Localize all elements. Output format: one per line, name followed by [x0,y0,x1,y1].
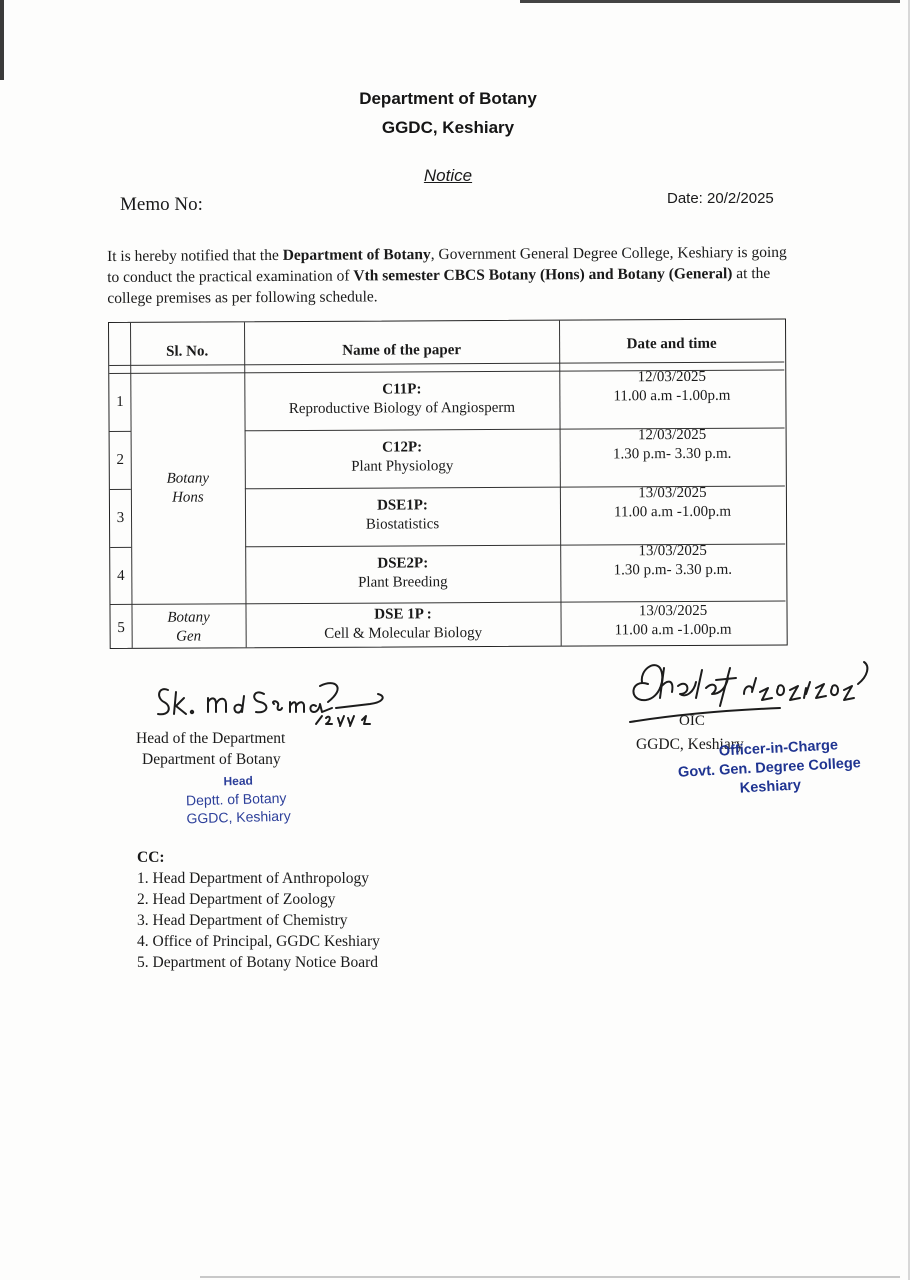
paper-code: DSE2P: [377,555,429,572]
stamp-line: Keshiary [739,777,802,797]
paper-code: DSE 1P : [374,606,432,623]
group-gen-line2: Gen [176,628,202,645]
department-title: Department of Botany [359,89,537,108]
head-title: Head of the Department [136,730,286,747]
paper-cell [244,380,559,420]
paper-name: Biostatistics [365,516,440,533]
stamp-line: Deptt. of Botany [185,789,287,809]
cc-item: 4. Office of Principal, GGDC Keshiary [137,933,380,950]
oic-stamp [677,735,863,801]
paper-cell [245,554,560,594]
college-title: GGDC, Keshiary [381,118,515,137]
paper-code: C12P: [382,439,423,456]
exam-time: 1.30 p.m- 3.30 p.m. [612,445,732,463]
head-signature-block [136,728,285,770]
scan-edge-top [520,0,900,3]
memo-number: Memo No: [120,194,203,215]
paper-cell [245,438,560,478]
cc-list [137,847,380,973]
date-time-cell [560,425,785,464]
group-hons-line2: Hons [172,489,204,506]
date-time-cell [560,541,785,580]
stamp-line: Head [223,773,254,789]
oic-label: OIC [679,713,705,729]
intro-bold-semester: Vth semester CBCS Botany (Hons) and Botany (General) [353,265,733,285]
scan-edge-left [0,0,4,80]
head-department: Department of Botany [142,751,281,768]
table-rule [110,489,131,490]
date-time-cell [560,601,785,640]
header-sl-no: Sl. No. [166,343,209,360]
cc-item: 2. Head Department of Zoology [137,891,336,908]
date-time-cell [559,367,784,406]
intro-bold-department: Department of Botany [282,246,431,264]
paper-name: Reproductive Biology of Angiosperm [288,399,516,418]
exam-time: 11.00 a.m -1.00p.m [613,387,731,405]
head-signature [150,668,395,730]
scan-edge-bottom [200,1276,900,1278]
exam-date: 13/03/2025 [638,542,707,560]
row-number: 5 [117,619,125,636]
exam-time: 11.00 a.m -1.00p.m [614,621,732,639]
intro-paragraph [107,242,797,309]
paper-code: DSE1P: [377,497,428,514]
cc-item: 1. Head Department of Anthropology [137,870,370,887]
exam-date: 12/03/2025 [637,368,707,386]
cc-item: 5. Department of Botany Notice Board [137,954,379,971]
exam-date: 13/03/2025 [638,602,708,620]
intro-text-1: It is hereby notified that the [107,246,283,265]
paper-name: Cell & Molecular Biology [324,625,483,642]
paper-cell [245,605,560,645]
oic-signature [620,648,880,728]
row-number: 4 [117,567,125,584]
notice-date: Date: 20/2/2025 [667,190,774,207]
stamp-line: Govt. Gen. Degree College [677,755,862,781]
exam-date: 13/03/2025 [638,484,707,502]
table-rule [109,361,784,366]
paper-name: Plant Breeding [358,574,448,591]
cc-item: 3. Head Department of Chemistry [137,912,348,929]
group-label-hons [131,469,245,508]
paper-code: C11P: [382,381,422,398]
group-hons-line1: Botany [166,470,210,487]
exam-time: 11.00 a.m -1.00p.m [613,503,732,521]
stamp-line: Officer-in-Charge [718,737,839,760]
row-number: 2 [116,451,125,468]
oic-college: GGDC, Keshiary [636,736,744,753]
intro-text-2: , Government General Degree College, Keshiary is going to conduct the practical examination of [107,243,787,286]
notice-heading: Notice [423,166,473,185]
stamp-line: GGDC, Keshiary [186,807,291,827]
exam-time: 1.30 p.m- 3.30 p.m. [613,561,733,579]
row-number: 1 [116,393,124,410]
date-time-cell [560,483,785,522]
intro-text-3: at the college premises as per following schedule. [107,264,771,307]
exam-schedule-table [108,318,788,649]
group-label-gen [132,608,246,647]
header-paper-name: Name of the paper [342,342,462,359]
group-gen-line1: Botany [167,609,210,626]
head-stamp [185,771,291,828]
table-rule [110,431,131,432]
table-rule [110,547,131,548]
paper-name: Plant Physiology [351,458,454,475]
row-number: 3 [116,509,125,526]
exam-date: 12/03/2025 [637,426,707,444]
paper-cell [245,496,560,536]
header-date-time: Date and time [626,335,717,353]
cc-label: CC: [137,849,165,866]
